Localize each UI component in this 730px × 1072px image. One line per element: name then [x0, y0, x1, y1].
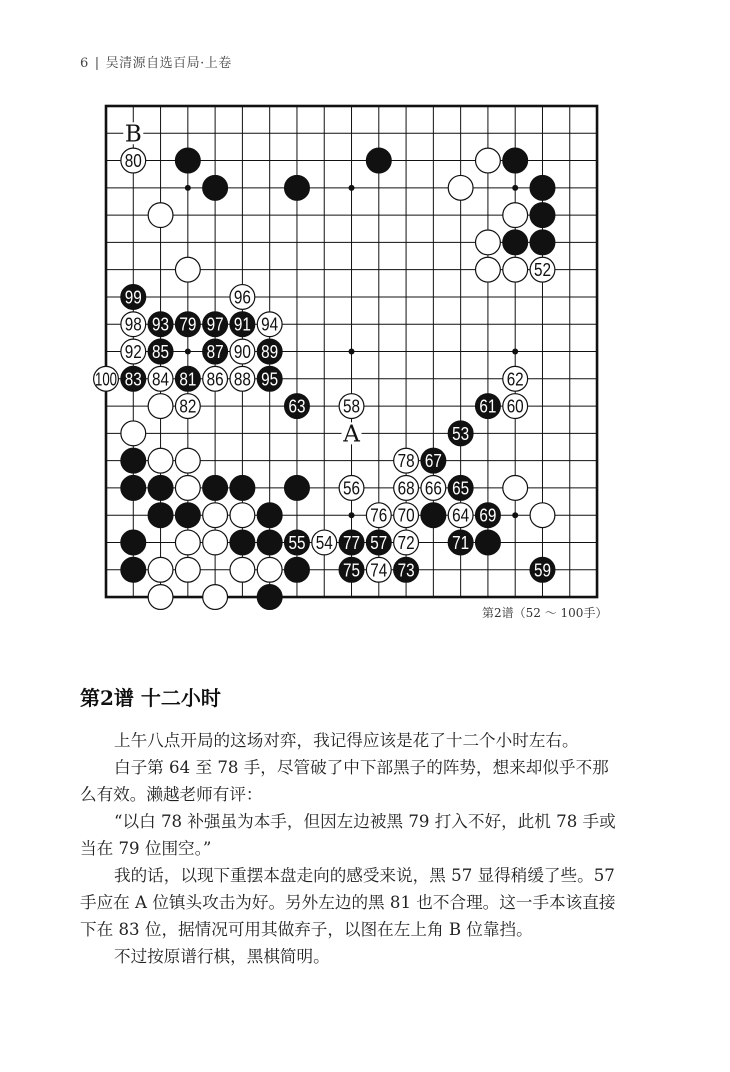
white-stone: [530, 503, 555, 528]
text-line: 我的话，以现下重摆本盘走向的感受来说，黑 57 显得稍缓了些。57: [114, 866, 615, 885]
text-line: 当在 79 位围空。”: [80, 839, 212, 858]
move-number: 65: [452, 478, 470, 499]
move-number: 71: [452, 532, 470, 553]
white-stone: [230, 557, 255, 582]
move-number: 64: [452, 505, 470, 526]
move-number: 94: [261, 314, 279, 335]
header-separator: |: [94, 56, 100, 71]
move-number: 66: [424, 478, 442, 499]
text-line: 下在 83 位，据情况可用其做弃子，以图在左上角 B 位靠挡。: [80, 920, 533, 939]
star-point: [349, 512, 355, 518]
black-stone: [476, 530, 501, 555]
star-point: [512, 349, 518, 355]
move-number: 60: [506, 396, 524, 417]
move-number: 86: [206, 369, 224, 390]
white-stone: [148, 557, 173, 582]
move-number: 63: [288, 396, 306, 417]
text-line: 白子第 64 至 78 手，尽管破了中下部黑子的阵势，想来却似乎不那: [114, 758, 609, 777]
white-stone: [175, 476, 200, 501]
move-number: 75: [343, 560, 361, 581]
move-number: 99: [124, 287, 142, 308]
black-stone: [421, 503, 446, 528]
white-stone: [503, 476, 528, 501]
move-number: 90: [233, 342, 251, 363]
white-stone: [121, 421, 146, 446]
move-number: 56: [343, 478, 361, 499]
text-line: 么有效。濑越老师有评：: [80, 785, 263, 804]
black-stone: [148, 503, 173, 528]
white-stone: [175, 257, 200, 282]
move-number: 95: [261, 369, 279, 390]
move-number: 78: [397, 451, 415, 472]
move-number: 70: [397, 505, 415, 526]
move-number: 74: [370, 560, 388, 581]
white-stone: [203, 530, 228, 555]
black-stone: [285, 476, 310, 501]
white-stone: [230, 503, 255, 528]
white-stone: [148, 585, 173, 610]
black-stone: [121, 530, 146, 555]
black-stone: [257, 585, 282, 610]
black-stone: [257, 503, 282, 528]
move-number: 85: [152, 342, 170, 363]
move-number: 93: [152, 314, 170, 335]
white-stone: [476, 230, 501, 255]
star-point: [185, 185, 191, 191]
black-stone: [175, 503, 200, 528]
star-point: [349, 185, 355, 191]
star-point: [185, 349, 191, 355]
black-stone: [230, 530, 255, 555]
move-number: 73: [397, 560, 415, 581]
text-line: 不过按原谱行棋，黑棋简明。: [114, 947, 330, 966]
page-number: 6: [80, 56, 89, 71]
move-number: 62: [506, 369, 524, 390]
move-number: 61: [479, 396, 497, 417]
move-number: 69: [479, 505, 497, 526]
black-stone: [503, 148, 528, 173]
move-number: 97: [206, 314, 224, 335]
position-marker-a: A: [343, 421, 360, 448]
move-number: 57: [370, 532, 388, 553]
move-number: 84: [152, 369, 170, 390]
move-number: 88: [233, 369, 251, 390]
black-stone: [530, 175, 555, 200]
move-number: 89: [261, 342, 279, 363]
move-number: 80: [124, 151, 142, 172]
move-number: 72: [397, 532, 415, 553]
book-title: 吴清源自选百局·上卷: [105, 56, 232, 71]
move-number: 52: [533, 260, 551, 281]
text-line: 手应在 A 位镇头攻击为好。另外左边的黑 81 也不合理。这一手本该直接: [80, 893, 616, 912]
black-stone: [148, 476, 173, 501]
black-stone: [257, 530, 282, 555]
star-point: [349, 349, 355, 355]
white-stone: [476, 148, 501, 173]
white-stone: [448, 175, 473, 200]
white-stone: [175, 448, 200, 473]
white-stone: [503, 257, 528, 282]
move-number: 58: [343, 396, 361, 417]
diagram-caption: 第2谱（52 ～ 100手）: [482, 606, 608, 620]
white-stone: [203, 585, 228, 610]
move-number: 68: [397, 478, 415, 499]
black-stone: [530, 203, 555, 228]
white-stone: [148, 394, 173, 419]
move-number: 98: [124, 314, 142, 335]
move-number: 92: [124, 342, 142, 363]
white-stone: [175, 557, 200, 582]
move-number: 96: [233, 287, 251, 308]
move-number: 55: [288, 532, 306, 553]
move-number: 91: [233, 314, 251, 335]
black-stone: [503, 230, 528, 255]
star-point: [512, 185, 518, 191]
text-line: 上午八点开局的这场对弈，我记得应该是花了十二个小时左右。: [114, 731, 579, 750]
move-number: 76: [370, 505, 388, 526]
black-stone: [121, 557, 146, 582]
section-title: 第2谱 十二小时: [80, 686, 221, 710]
black-stone: [230, 476, 255, 501]
white-stone: [503, 203, 528, 228]
black-stone: [121, 476, 146, 501]
star-point: [512, 512, 518, 518]
move-number: 77: [343, 532, 361, 553]
black-stone: [203, 476, 228, 501]
white-stone: [203, 503, 228, 528]
white-stone: [257, 557, 282, 582]
white-stone: [175, 530, 200, 555]
move-number: 87: [206, 342, 224, 363]
black-stone: [285, 175, 310, 200]
move-number: 79: [179, 314, 197, 335]
move-number: 59: [533, 560, 551, 581]
black-stone: [285, 557, 310, 582]
text-line: “以白 78 补强虽为本手，但因左边被黑 79 打入不好，此机 78 手或: [114, 812, 616, 831]
white-stone: [148, 203, 173, 228]
black-stone: [530, 230, 555, 255]
white-stone: [148, 448, 173, 473]
move-number: 81: [179, 369, 197, 390]
black-stone: [175, 148, 200, 173]
position-marker-b: B: [124, 121, 142, 148]
move-number: 100: [95, 369, 117, 390]
black-stone: [203, 175, 228, 200]
black-stone: [121, 448, 146, 473]
move-number: 54: [315, 532, 333, 553]
move-number: 53: [452, 423, 470, 444]
move-number: 83: [124, 369, 142, 390]
white-stone: [476, 257, 501, 282]
move-number: 67: [424, 451, 442, 472]
black-stone: [366, 148, 391, 173]
move-number: 82: [179, 396, 197, 417]
